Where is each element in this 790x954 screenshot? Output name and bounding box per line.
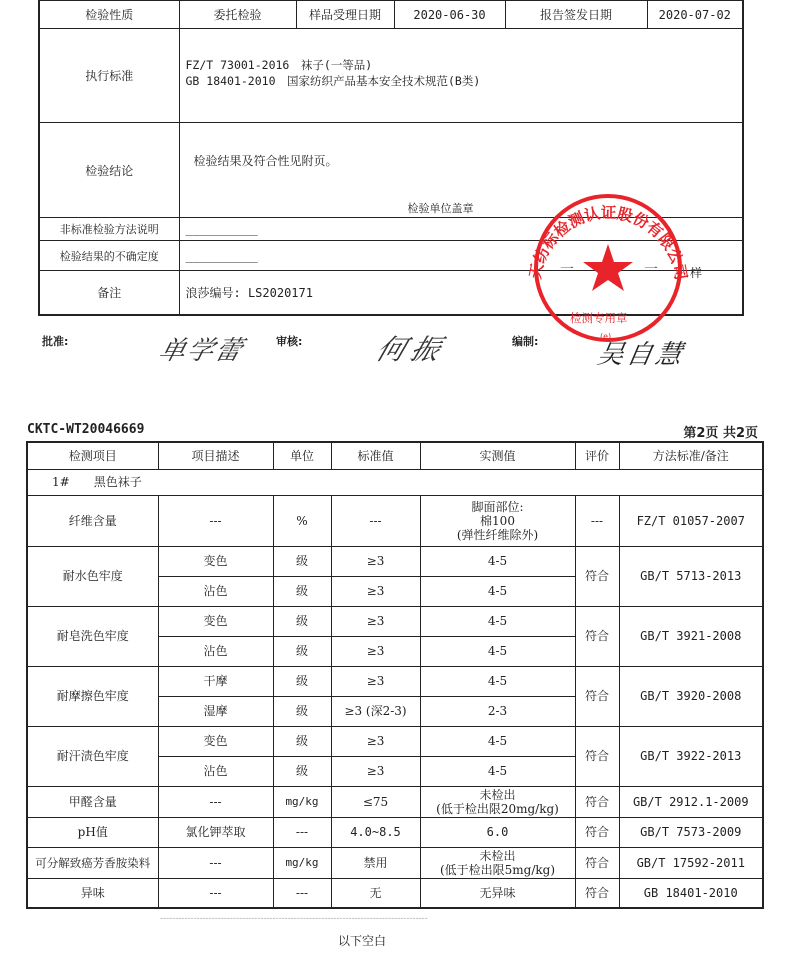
formaldehyde-value-line-2: (低于检出限20mg/kg) — [436, 801, 559, 816]
item-desc: 湿摩 — [158, 696, 273, 726]
receipt-date-label: 样品受理日期 — [296, 1, 394, 29]
item-value: 4-5 — [420, 576, 575, 606]
item-std: ≥3 (深2-3) — [331, 696, 420, 726]
prepare-label: 编制: — [512, 335, 539, 348]
seal-bottom-text: 检测专用章 — [570, 311, 628, 325]
table-row — [27, 726, 763, 756]
table-row — [27, 666, 763, 696]
seal-side-left: 一 — [560, 262, 574, 278]
item-value: 4-5 — [420, 666, 575, 696]
info-row-standards — [39, 29, 743, 123]
item-unit: mg/kg — [273, 786, 331, 817]
item-eval: 符合 — [575, 726, 619, 786]
item-eval: 符合 — [575, 546, 619, 606]
nonstandard-label: 非标准检验方法说明 — [39, 218, 179, 241]
conclusion-text: 检验结果及符合性见附页。 — [193, 154, 338, 168]
item-method: FZ/T 01057-2007 — [619, 495, 763, 546]
info-row-dates — [39, 1, 743, 29]
seal-edge-char: 样 — [690, 266, 703, 280]
item-desc: 变色 — [158, 726, 273, 756]
item-std: 4.0~8.5 — [331, 817, 420, 847]
end-dash-line: ---------------------------------------------------------------------------------------- — [160, 914, 428, 924]
item-name: 耐皂洗色牢度 — [27, 606, 158, 666]
item-value — [420, 847, 575, 878]
item-eval: 符合 — [575, 847, 619, 878]
item-std: ≥3 — [331, 576, 420, 606]
item-unit: 级 — [273, 756, 331, 786]
item-desc: 沾色 — [158, 576, 273, 606]
review-signature: 何振 — [372, 333, 451, 366]
item-desc: --- — [158, 878, 273, 908]
approve-label: 批准: — [42, 335, 69, 348]
col-header: 实测值 — [420, 442, 575, 469]
item-desc: --- — [158, 847, 273, 878]
item-value — [420, 786, 575, 817]
page-info: 第2页 共2页 — [683, 426, 758, 441]
item-desc: --- — [158, 786, 273, 817]
table-row — [27, 817, 763, 847]
item-std: ≥3 — [331, 666, 420, 696]
review-label: 审核: — [276, 335, 303, 348]
company-seal — [518, 186, 698, 354]
item-eval: 符合 — [575, 786, 619, 817]
item-desc: 沾色 — [158, 756, 273, 786]
nonstandard-value: __________ — [179, 218, 743, 241]
item-value: 4-5 — [420, 726, 575, 756]
item-eval: 符合 — [575, 817, 619, 847]
item-value: 6.0 — [420, 817, 575, 847]
amine-value-line-1: 未检出 — [479, 848, 516, 863]
amine-value-line-2: (低于检出限5mg/kg) — [439, 862, 556, 877]
item-eval: 符合 — [575, 878, 619, 908]
item-unit: 级 — [273, 696, 331, 726]
seal-star-icon — [583, 244, 633, 291]
item-unit: mg/kg — [273, 847, 331, 878]
item-std: ≤75 — [331, 786, 420, 817]
item-value: 4-5 — [420, 636, 575, 666]
item-method: GB/T 3921-2008 — [619, 606, 763, 666]
end-of-report: 以下空白 — [338, 934, 387, 948]
fiber-value-line-2: 棉100 — [480, 513, 515, 528]
item-method: GB/T 5713-2013 — [619, 546, 763, 606]
nature-label: 检验性质 — [39, 1, 179, 29]
header-row — [27, 442, 763, 469]
fiber-value-line-3: (弹性纤维除外) — [456, 527, 539, 542]
formaldehyde-value-line-1: 未检出 — [479, 787, 516, 802]
col-header: 评价 — [575, 442, 619, 469]
item-std: 禁用 — [331, 847, 420, 878]
item-unit: 级 — [273, 636, 331, 666]
col-header: 方法标准/备注 — [619, 442, 763, 469]
item-value: 4-5 — [420, 606, 575, 636]
item-std: 无 — [331, 878, 420, 908]
item-method: GB/T 2912.1-2009 — [619, 786, 763, 817]
table-row — [27, 495, 763, 546]
item-name: 甲醛含量 — [27, 786, 158, 817]
col-header: 项目描述 — [158, 442, 273, 469]
item-name: pH值 — [27, 817, 158, 847]
uncertainty-label: 检验结果的不确定度 — [39, 241, 179, 271]
item-name: 耐摩擦色牢度 — [27, 666, 158, 726]
remark-label: 备注 — [39, 271, 179, 315]
item-std: ≥3 — [331, 756, 420, 786]
conclusion-label: 检验结论 — [39, 123, 179, 218]
item-value: 无异味 — [420, 878, 575, 908]
item-name: 异味 — [27, 878, 158, 908]
receipt-date: 2020-06-30 — [394, 1, 505, 29]
item-desc: 干摩 — [158, 666, 273, 696]
item-name: 纤维含量 — [27, 495, 158, 546]
uncertainty-value: __________ — [179, 241, 743, 271]
item-std: ≥3 — [331, 726, 420, 756]
item-desc: 变色 — [158, 546, 273, 576]
issue-date: 2020-07-02 — [647, 1, 743, 29]
item-eval: 符合 — [575, 666, 619, 726]
col-header: 单位 — [273, 442, 331, 469]
item-unit: --- — [273, 817, 331, 847]
item-method: GB/T 3920-2008 — [619, 666, 763, 726]
seal-code: (e) — [600, 332, 612, 341]
item-desc: 沾色 — [158, 636, 273, 666]
item-eval: 符合 — [575, 606, 619, 666]
item-unit: 级 — [273, 666, 331, 696]
table-row — [27, 546, 763, 576]
table-row — [27, 606, 763, 636]
nature-value: 委托检验 — [179, 1, 296, 29]
results-table — [26, 441, 764, 909]
item-std: ≥3 — [331, 546, 420, 576]
standard-line-2: GB 18401-2010 国家纺织产品基本安全技术规范(B类) — [185, 74, 481, 88]
item-eval: --- — [575, 495, 619, 546]
item-value: 2-3 — [420, 696, 575, 726]
item-unit: 级 — [273, 576, 331, 606]
item-value: 4-5 — [420, 756, 575, 786]
standards-label: 执行标准 — [39, 29, 179, 123]
item-std: ≥3 — [331, 606, 420, 636]
item-method: GB 18401-2010 — [619, 878, 763, 908]
table-row — [27, 847, 763, 878]
item-method: GB/T 3922-2013 — [619, 726, 763, 786]
item-desc: --- — [158, 495, 273, 546]
item-unit: 级 — [273, 726, 331, 756]
item-method: GB/T 17592-2011 — [619, 847, 763, 878]
seal-company-text: 天纺标检测认证股份有限公司 — [526, 203, 690, 282]
col-header: 检测项目 — [27, 442, 158, 469]
item-desc: 氯化钾萃取 — [158, 817, 273, 847]
prepare-signature: 吴自慧 — [594, 340, 688, 370]
item-std: --- — [331, 495, 420, 546]
standard-line-1: FZ/T 73001-2016 袜子(一等品) — [185, 58, 373, 72]
item-unit: % — [273, 495, 331, 546]
item-method: GB/T 7573-2009 — [619, 817, 763, 847]
fiber-value-line-1: 脚面部位: — [471, 499, 524, 514]
approve-signature: 单学蕾 — [155, 336, 248, 366]
seal-note: 检验单位盖章 — [407, 202, 474, 215]
item-unit: --- — [273, 878, 331, 908]
col-header: 标准值 — [331, 442, 420, 469]
item-value — [420, 495, 575, 546]
item-value: 4-5 — [420, 546, 575, 576]
table-row — [27, 786, 763, 817]
sample-label: 1# 黑色袜子 — [27, 469, 763, 495]
item-unit: 级 — [273, 546, 331, 576]
item-name: 可分解致癌芳香胺染料 — [27, 847, 158, 878]
sample-row — [27, 469, 763, 495]
seal-side-right: 一 — [644, 262, 658, 278]
report-number: CKTC-WT20046669 — [27, 422, 145, 437]
issue-date-label: 报告签发日期 — [505, 1, 647, 29]
item-unit: 级 — [273, 606, 331, 636]
item-name: 耐汗渍色牢度 — [27, 726, 158, 786]
item-name: 耐水色牢度 — [27, 546, 158, 606]
table-row — [27, 878, 763, 908]
item-desc: 变色 — [158, 606, 273, 636]
item-std: ≥3 — [331, 636, 420, 666]
remark-value: 浪莎编号: LS2020171 — [179, 271, 743, 315]
